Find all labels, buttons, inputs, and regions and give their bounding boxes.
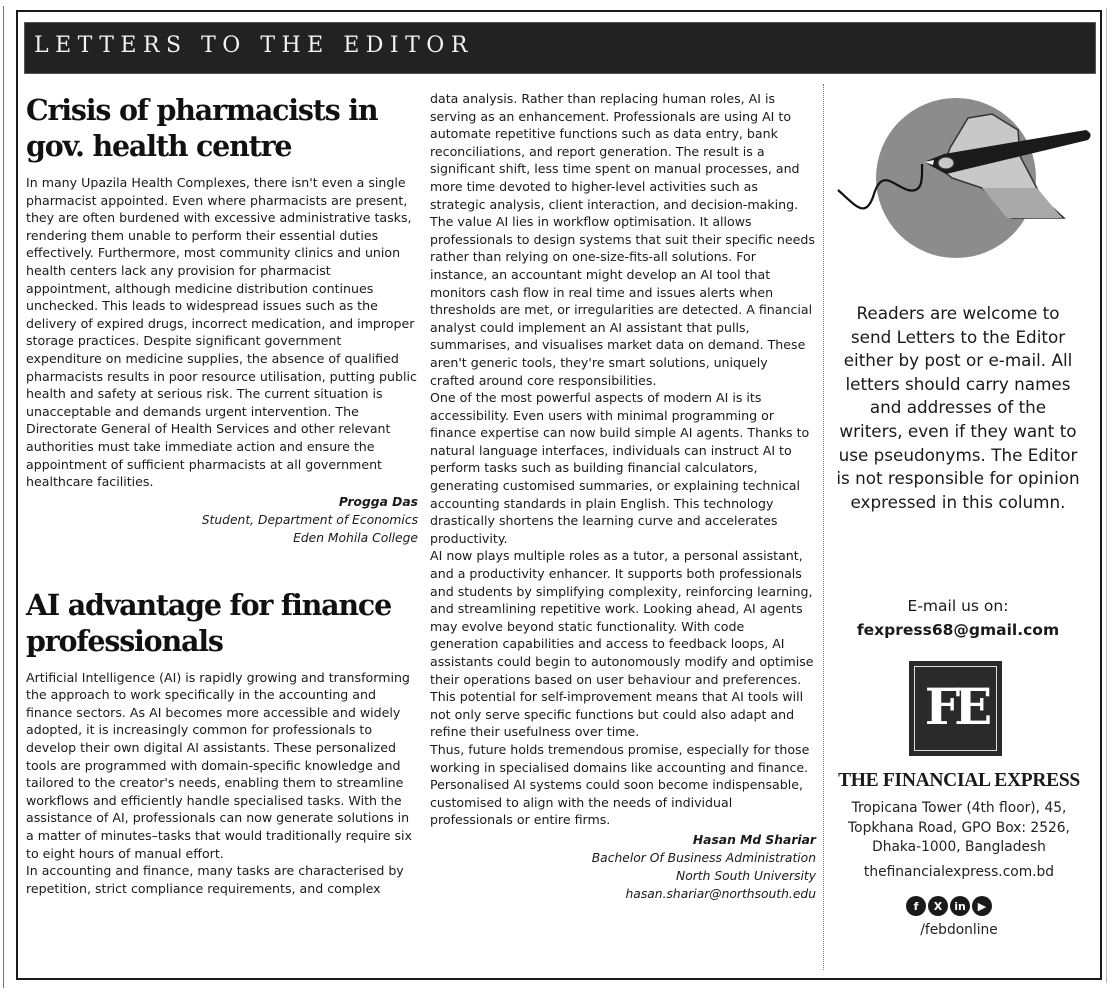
author-name: Progga Das xyxy=(338,494,418,509)
submission-notice: Readers are welcome to send Letters to the Editor either by post or e-mail. All letters should carry names and addresses of the writers, even if they want to use pseudonyms. The Editor is not responsible for opinion expressed in this column. xyxy=(836,303,1080,512)
logo-text: FE xyxy=(924,677,987,736)
author-email[interactable]: hasan.shariar@northsouth.edu xyxy=(625,886,816,901)
youtube-icon[interactable]: ▶ xyxy=(972,896,992,916)
author-name: Hasan Md Shariar xyxy=(692,832,816,847)
social-icons xyxy=(906,896,992,918)
letter-headline: Crisis of pharmacists in gov. health centre xyxy=(26,93,378,163)
author-institution: Eden Mohila College xyxy=(293,530,418,545)
author-affiliation: Student, Department of Economics xyxy=(201,512,418,527)
office-address: Tropicana Tower (4th floor), 45, Topkhana Road, GPO Box: 2526, Dhaka-1000, Bangladesh xyxy=(848,800,1070,855)
email-label: E-mail us on: xyxy=(907,597,1009,615)
social-handle[interactable]: /febdonline xyxy=(920,922,998,938)
fe-logo xyxy=(909,661,1002,756)
brand-name: THE FINANCIAL EXPRESS xyxy=(838,770,1080,791)
x-icon[interactable]: X xyxy=(928,896,948,916)
author-affiliation: Bachelor Of Business Administration xyxy=(591,850,816,865)
page-edge-rule xyxy=(1106,8,1107,983)
hand-writing-with-pen-icon xyxy=(832,78,1098,278)
letter-signature xyxy=(430,831,816,903)
column-divider xyxy=(823,84,824,970)
letter-body: Artificial Intelligence (AI) is rapidly growing and transforming the approach to work specifically in the accounting and finance sectors. As AI becomes more accessible and widely adopted, it is increasingly common for professionals to develop their own digital AI assistants. These personalized tools are programmed with domain-specific knowledge and tailored to the creator's needs, enabling them to streamline workflows and efficiently handle specialised tasks. With the assistance of AI, professionals can now generate solutions in a matter of minutes–tasks that would traditionally require six to eight hours of manual effort. In accounting and finance, many tasks are characterised by repetition, strict compliance requirements, and complex xyxy=(26,669,412,896)
facebook-icon[interactable]: f xyxy=(906,896,926,916)
section-title: LETTERS TO THE EDITOR xyxy=(34,33,474,58)
section-masthead xyxy=(24,22,1096,74)
linkedin-icon[interactable]: in xyxy=(950,896,970,916)
letter-body-continued: data analysis. Rather than replacing human roles, AI is serving as an enhancement. Professionals are using AI to automate repetitive functions such as data entry, bank reconciliations, and report generation. The result is a significant shift, less time spent on manual processes, and more time devoted to higher-level activities such as strategic analysis, client interaction, and decision-making. The value AI lies in workflow optimisation. It allows professionals to design systems that suit their specific needs rather than relying on one-size-fits-all solutions. For instance, an accountant might develop an AI tool that monitors cash flow in real time and issues alerts when thresholds are met, or irregularities are detected. A financial analyst could implement an AI assistant that pulls, summarises, and visualises market data on demand. These aren't generic tools, they're smart solutions, uniquely crafted around core responsibilities. One of the most powerful aspects of modern AI is its accessibility. Even users with minimal programming or finance expertise can now build simple AI agents. Thanks to natural language interfaces, individuals can instruct AI to perform tasks such as building financial calculators, generating customised summaries, or explaining technical accounting standards in plain English. This technology drastically shortens the learning curve and accelerates productivity. AI now plays multiple roles as a tutor, a personal assistant, and a productivity enhancer. It supports both professionals and students by simplifying complexity, reinforcing learning, and streamlining repetitive work. Looking ahead, AI agents may evolve beyond static functionality. With code generation capabilities and access to feedback loops, AI assistants could begin to autonomously modify and optimise their operations based on user behaviour and preferences. This potential for self-improvement means that AI tools will not only serve specific functions but could also adapt and refine their usefulness over time. Thus, future holds tremendous promise, especially for those working in specialised domains like accounting and finance. Personalised AI systems could soon become indispensable, customised to align with the needs of individual professionals or entire firms. xyxy=(430,91,815,828)
letter-body: In many Upazila Health Complexes, there isn't even a single pharmacist appointed. Even where pharmacists are present, they are often burdened with excessive administrative tasks, rendering them unable to perform their essential duties effectively. Furthermore, most community clinics and union health centers lack any provision for pharmacist appointment, although medicine distribution continues unchecked. This leads to widespread issues such as the delivery of expired drugs, incorrect medication, and improper storage practices. Despite significant government expenditure on medicine supplies, the absence of qualified pharmacists results in poor resource utilisation, putting public health and safety at serious risk. The current situation is unacceptable and demands urgent intervention. The Directorate General of Health Services and other relevant authorities must take immediate action and ensure the appointment of sufficient pharmacists at all government healthcare facilities. xyxy=(26,175,417,490)
column-middle xyxy=(430,90,816,903)
column-left xyxy=(26,92,418,897)
letter-headline: AI advantage for finance professionals xyxy=(26,587,392,658)
website-link[interactable]: thefinancialexpress.com.bd xyxy=(863,864,1055,880)
letter-signature xyxy=(26,493,418,547)
author-institution: North South University xyxy=(676,868,816,883)
page-edge-rule xyxy=(3,6,4,988)
editor-email-link[interactable]: fexpress68@gmail.com xyxy=(856,621,1060,639)
